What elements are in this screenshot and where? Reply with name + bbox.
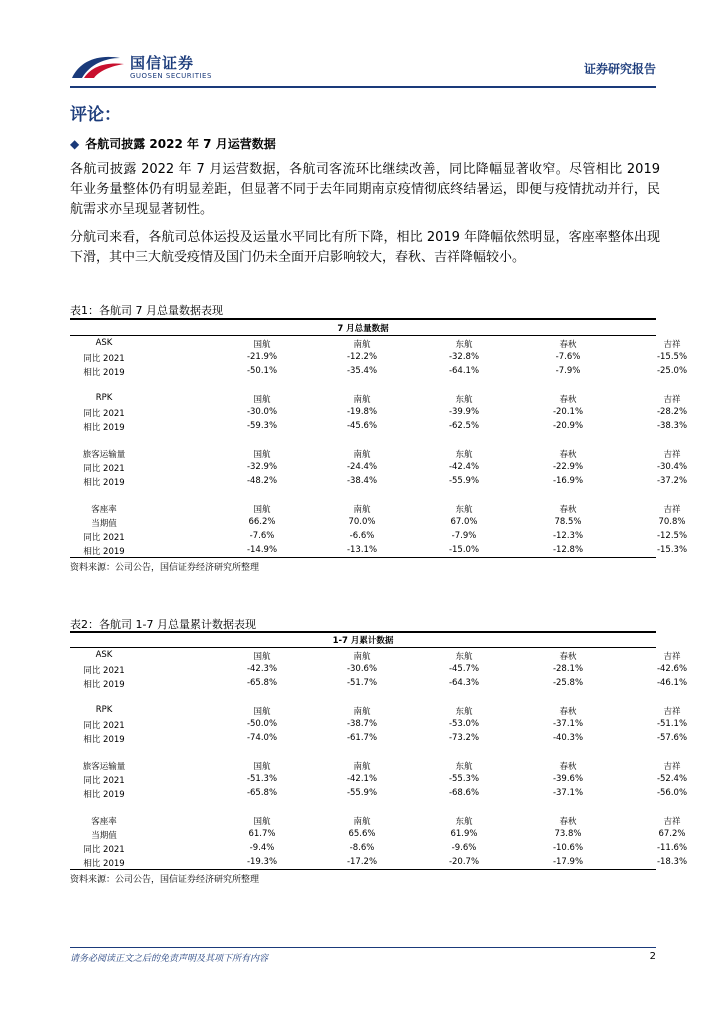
page-header bbox=[70, 48, 656, 84]
table-group-header-row bbox=[70, 338, 681, 352]
table-cell: -21.9% bbox=[246, 352, 278, 362]
table2-caption: 表2：各航司 1-7 月总量累计数据表现 bbox=[70, 618, 256, 631]
table-cell: -15.3% bbox=[656, 545, 688, 555]
table-cell: 吉祥 bbox=[663, 395, 681, 405]
table-cell: -65.8% bbox=[246, 788, 278, 798]
table-cell: 春秋 bbox=[559, 505, 577, 515]
row-label-cell: 同比 2021 bbox=[83, 776, 125, 786]
row-label-cell: 相比 2019 bbox=[83, 478, 125, 488]
table-cell: 国航 bbox=[253, 505, 271, 515]
table-cell: 61.9% bbox=[450, 829, 478, 839]
table-cell: -20.1% bbox=[552, 407, 584, 417]
table-cell: 66.2% bbox=[248, 517, 276, 527]
table-cell: -14.9% bbox=[246, 545, 278, 555]
table-row bbox=[70, 774, 688, 788]
table-cell: 春秋 bbox=[559, 652, 577, 662]
table1-bottom-rule bbox=[70, 557, 656, 558]
table-cell: 国航 bbox=[253, 707, 271, 717]
table-cell: -38.3% bbox=[656, 421, 688, 431]
table-cell: 67.0% bbox=[450, 517, 478, 527]
table-cell: -39.9% bbox=[448, 407, 480, 417]
table-cell: -52.4% bbox=[656, 774, 688, 784]
table-cell: -73.2% bbox=[448, 733, 480, 743]
row-label-cell: 相比 2019 bbox=[83, 547, 125, 557]
table-cell: -48.2% bbox=[246, 476, 278, 486]
table-cell: -55.3% bbox=[448, 774, 480, 784]
table-cell: -32.9% bbox=[246, 462, 278, 472]
table-cell: 春秋 bbox=[559, 450, 577, 460]
row-label-cell: 同比 2021 bbox=[83, 721, 125, 731]
diamond-bullet-icon: ◆ bbox=[70, 137, 80, 151]
table-cell: -39.6% bbox=[552, 774, 584, 784]
table-cell: 东航 bbox=[455, 340, 473, 350]
row-label-cell: RPK bbox=[95, 705, 113, 715]
table-cell: 春秋 bbox=[559, 340, 577, 350]
table-row bbox=[70, 366, 688, 380]
row-label-cell: ASK bbox=[95, 338, 113, 348]
table-cell: 南航 bbox=[353, 817, 371, 827]
table-cell: -6.6% bbox=[349, 531, 375, 541]
row-label-cell: 相比 2019 bbox=[83, 680, 125, 690]
table-cell: -61.7% bbox=[346, 733, 378, 743]
logo-english-name: GUOSEN SECURITIES bbox=[130, 72, 212, 80]
table-cell: 国航 bbox=[253, 450, 271, 460]
table-cell: 国航 bbox=[253, 652, 271, 662]
section-title: 评论： bbox=[70, 105, 121, 125]
table-cell: -7.9% bbox=[451, 531, 477, 541]
row-label-cell: 旅客运输量 bbox=[82, 762, 126, 772]
table2-source: 资料来源：公司公告，国信证券经济研究所整理 bbox=[70, 875, 260, 885]
table-row bbox=[70, 678, 688, 692]
table-cell: -42.1% bbox=[346, 774, 378, 784]
table-cell: -40.3% bbox=[552, 733, 584, 743]
table-cell: -15.0% bbox=[448, 545, 480, 555]
table-cell: -10.6% bbox=[552, 843, 584, 853]
table-cell: 南航 bbox=[353, 505, 371, 515]
table-cell: -55.9% bbox=[448, 476, 480, 486]
table-cell: -28.1% bbox=[552, 664, 584, 674]
table-row bbox=[70, 843, 688, 857]
table-row bbox=[70, 664, 688, 678]
table-cell: -11.6% bbox=[656, 843, 688, 853]
table-cell: -57.6% bbox=[656, 733, 688, 743]
table-cell: -19.8% bbox=[346, 407, 378, 417]
table-cell: 70.0% bbox=[348, 517, 376, 527]
table-row bbox=[70, 352, 688, 366]
table-cell: -12.5% bbox=[656, 531, 688, 541]
table-row bbox=[70, 733, 688, 747]
table-cell: -46.1% bbox=[656, 678, 688, 688]
table-cell: -65.8% bbox=[246, 678, 278, 688]
row-label-cell: 旅客运输量 bbox=[82, 450, 126, 460]
table-row bbox=[70, 462, 688, 476]
row-label-cell: 客座率 bbox=[91, 505, 117, 515]
row-label-cell: RPK bbox=[95, 393, 113, 403]
guosen-logo bbox=[70, 52, 240, 84]
logo-chinese-name: 国信证券 bbox=[130, 54, 195, 72]
table-cell: -32.8% bbox=[448, 352, 480, 362]
table-cell: 春秋 bbox=[559, 395, 577, 405]
row-label-cell: 客座率 bbox=[91, 817, 117, 827]
row-label-cell: 同比 2021 bbox=[83, 666, 125, 676]
row-label-cell: 当期值 bbox=[91, 831, 117, 841]
report-type-label: 证券研究报告 bbox=[583, 62, 656, 76]
table-cell: -7.6% bbox=[249, 531, 275, 541]
row-label-cell: 同比 2021 bbox=[83, 409, 125, 419]
table-cell: -12.8% bbox=[552, 545, 584, 555]
bullet-heading-text: 各航司披露 2022 年 7 月运营数据 bbox=[85, 137, 276, 151]
table-group-header-row bbox=[70, 448, 681, 462]
row-label-cell: 相比 2019 bbox=[83, 859, 125, 869]
table-cell: -22.9% bbox=[552, 462, 584, 472]
table-group-header-row bbox=[70, 503, 681, 517]
row-label-cell: 相比 2019 bbox=[83, 368, 125, 378]
table2-subtitle: 1-7 月累计数据 bbox=[332, 636, 394, 646]
table-group-header-row bbox=[70, 760, 681, 774]
table-cell: -7.6% bbox=[555, 352, 581, 362]
table-cell: -9.4% bbox=[249, 843, 275, 853]
table-cell: 吉祥 bbox=[663, 340, 681, 350]
table-row bbox=[70, 788, 688, 802]
table-cell: 南航 bbox=[353, 340, 371, 350]
row-label-cell: 同比 2021 bbox=[83, 354, 125, 364]
table-cell: 国航 bbox=[253, 817, 271, 827]
row-label-cell: 相比 2019 bbox=[83, 735, 125, 745]
table-cell: 东航 bbox=[455, 817, 473, 827]
table-cell: -42.6% bbox=[656, 664, 688, 674]
table-cell: -20.9% bbox=[552, 421, 584, 431]
table-cell: -18.3% bbox=[656, 857, 688, 867]
row-label-cell: 同比 2021 bbox=[83, 464, 125, 474]
table-cell: -38.4% bbox=[346, 476, 378, 486]
table-cell: -64.1% bbox=[448, 366, 480, 376]
table-cell: 南航 bbox=[353, 652, 371, 662]
table-cell: -37.2% bbox=[656, 476, 688, 486]
table-cell: -17.2% bbox=[346, 857, 378, 867]
table-cell: 73.8% bbox=[554, 829, 582, 839]
table-cell: -74.0% bbox=[246, 733, 278, 743]
table-cell: -51.3% bbox=[246, 774, 278, 784]
table-cell: 吉祥 bbox=[663, 505, 681, 515]
table-cell: 南航 bbox=[353, 707, 371, 717]
table-cell: 东航 bbox=[455, 505, 473, 515]
row-label-cell: ASK bbox=[95, 650, 113, 660]
table-cell: -35.4% bbox=[346, 366, 378, 376]
table-cell: -9.6% bbox=[451, 843, 477, 853]
table-cell: -28.2% bbox=[656, 407, 688, 417]
table-cell: -24.4% bbox=[346, 462, 378, 472]
table-cell: 南航 bbox=[353, 395, 371, 405]
table-cell: 吉祥 bbox=[663, 817, 681, 827]
table-row bbox=[70, 407, 688, 421]
table-cell: -42.4% bbox=[448, 462, 480, 472]
table-cell: -13.1% bbox=[346, 545, 378, 555]
table-cell: -12.2% bbox=[346, 352, 378, 362]
paragraph-2: 分航司来看，各航司总体运投及运量水平同比有所下降，相比 2019 年降幅依然明显，客座率整体出现下滑，其中三大航受疫情及国门仍未全面开启影响较大，春秋、吉祥降幅较小。 bbox=[70, 230, 660, 265]
table-cell: 东航 bbox=[455, 652, 473, 662]
table-cell: -20.7% bbox=[448, 857, 480, 867]
table-cell: 吉祥 bbox=[663, 450, 681, 460]
table2-header-rule bbox=[70, 647, 656, 648]
bullet-heading bbox=[70, 135, 276, 152]
row-label-cell: 同比 2021 bbox=[83, 845, 125, 855]
table-cell: -25.0% bbox=[656, 366, 688, 376]
table-cell: -37.1% bbox=[552, 788, 584, 798]
table-cell: 春秋 bbox=[559, 707, 577, 717]
table-group-header-row bbox=[70, 815, 681, 829]
table-cell: 70.8% bbox=[658, 517, 686, 527]
table1-caption: 表1：各航司 7 月总量数据表现 bbox=[70, 304, 223, 317]
table-cell: 春秋 bbox=[559, 762, 577, 772]
table1-header-rule bbox=[70, 335, 656, 336]
table-cell: 东航 bbox=[455, 707, 473, 717]
row-label-cell: 相比 2019 bbox=[83, 790, 125, 800]
table-cell: -12.3% bbox=[552, 531, 584, 541]
table-cell: -19.3% bbox=[246, 857, 278, 867]
table-row bbox=[70, 829, 686, 843]
header-divider bbox=[70, 86, 656, 88]
table-group-header-row bbox=[70, 393, 681, 407]
table-cell: 61.7% bbox=[248, 829, 276, 839]
table-cell: 67.2% bbox=[658, 829, 686, 839]
table-cell: -8.6% bbox=[349, 843, 375, 853]
table-cell: -45.7% bbox=[448, 664, 480, 674]
table-cell: -50.1% bbox=[246, 366, 278, 376]
table-cell: -68.6% bbox=[448, 788, 480, 798]
table-cell: 65.6% bbox=[348, 829, 376, 839]
table-cell: -59.3% bbox=[246, 421, 278, 431]
page-number: 2 bbox=[649, 951, 656, 962]
table-cell: 东航 bbox=[455, 395, 473, 405]
table-row bbox=[70, 517, 686, 531]
table1-top-rule bbox=[70, 318, 656, 320]
table-cell: -15.5% bbox=[656, 352, 688, 362]
table-cell: -37.1% bbox=[552, 719, 584, 729]
table-cell: 春秋 bbox=[559, 817, 577, 827]
table-cell: 东航 bbox=[455, 762, 473, 772]
table-row bbox=[70, 719, 688, 733]
table-row bbox=[70, 421, 688, 435]
table-cell: 78.5% bbox=[554, 517, 582, 527]
table2-top-rule bbox=[70, 631, 656, 633]
table-cell: 吉祥 bbox=[663, 762, 681, 772]
table-cell: 南航 bbox=[353, 762, 371, 772]
table-cell: 吉祥 bbox=[663, 652, 681, 662]
table-cell: 东航 bbox=[455, 450, 473, 460]
table-cell: -42.3% bbox=[246, 664, 278, 674]
table-cell: 国航 bbox=[253, 395, 271, 405]
table-cell: -50.0% bbox=[246, 719, 278, 729]
table-cell: -30.0% bbox=[246, 407, 278, 417]
table-cell: -51.7% bbox=[346, 678, 378, 688]
table-cell: -7.9% bbox=[555, 366, 581, 376]
table-cell: -16.9% bbox=[552, 476, 584, 486]
table-cell: -38.7% bbox=[346, 719, 378, 729]
table-cell: -56.0% bbox=[656, 788, 688, 798]
paragraph-1: 各航司披露 2022 年 7 月运营数据，各航司客流环比继续改善，同比降幅显著收窄。尽管相比 2019 年业务量整体仍有明显差距，但显著不同于去年同期南京疫情彻底终结暑运，即便与疫情扰动并行，民航需求亦呈现显著韧性。 bbox=[70, 162, 660, 217]
table-cell: -45.6% bbox=[346, 421, 378, 431]
table-cell: -51.1% bbox=[656, 719, 688, 729]
table-cell: 吉祥 bbox=[663, 707, 681, 717]
row-label-cell: 当期值 bbox=[91, 519, 117, 529]
table1-subtitle: 7 月总量数据 bbox=[337, 324, 389, 334]
row-label-cell: 同比 2021 bbox=[83, 533, 125, 543]
table-cell: -17.9% bbox=[552, 857, 584, 867]
table-cell: 国航 bbox=[253, 762, 271, 772]
table-cell: -55.9% bbox=[346, 788, 378, 798]
table-cell: -62.5% bbox=[448, 421, 480, 431]
table-cell: 国航 bbox=[253, 340, 271, 350]
footer-divider bbox=[70, 947, 656, 948]
guosen-logo-icon bbox=[70, 52, 126, 82]
table-cell: -25.8% bbox=[552, 678, 584, 688]
table-group-header-row bbox=[70, 650, 681, 664]
table-cell: -30.6% bbox=[346, 664, 378, 674]
table-cell: -64.3% bbox=[448, 678, 480, 688]
table-cell: 南航 bbox=[353, 450, 371, 460]
table2-bottom-rule bbox=[70, 869, 656, 870]
table-group-header-row bbox=[70, 705, 681, 719]
table-row bbox=[70, 476, 688, 490]
footer-disclaimer: 请务必阅读正文之后的免责声明及其项下所有内容 bbox=[70, 954, 269, 964]
row-label-cell: 相比 2019 bbox=[83, 423, 125, 433]
table1-source: 资料来源：公司公告，国信证券经济研究所整理 bbox=[70, 563, 260, 573]
table-row bbox=[70, 531, 688, 545]
table-cell: -53.0% bbox=[448, 719, 480, 729]
table-cell: -30.4% bbox=[656, 462, 688, 472]
